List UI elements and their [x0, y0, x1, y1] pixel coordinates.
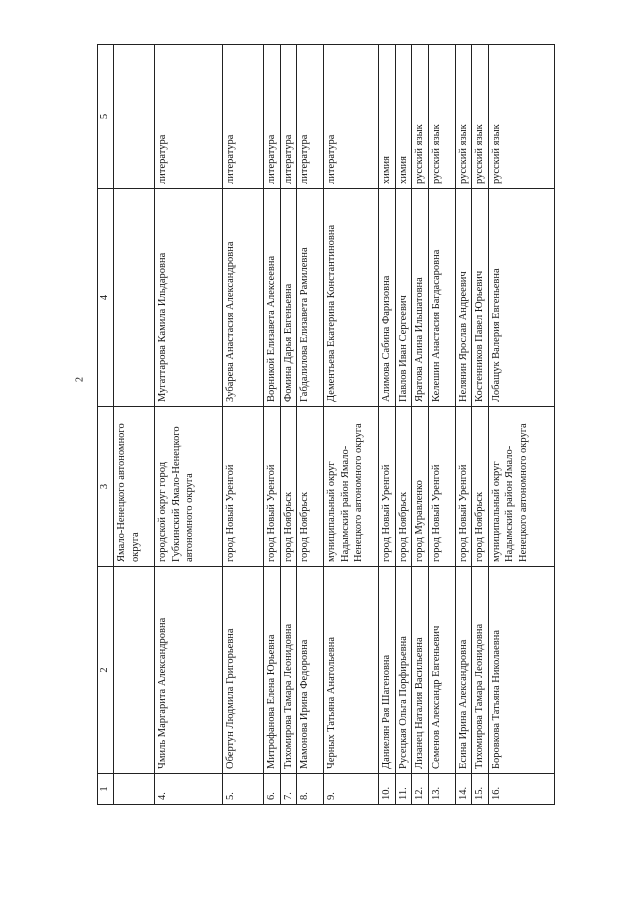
- row-number-cell: 12.: [412, 774, 429, 805]
- student-name-cell: [114, 189, 155, 407]
- teacher-name-cell: Черных Татьяна Анатольевна: [324, 567, 379, 774]
- table-row: [455, 45, 472, 805]
- row-number-cell: 6.: [264, 774, 281, 805]
- teacher-name-cell: Обертун Людмила Григорьевна: [223, 567, 264, 774]
- subject-cell: русский язык: [455, 45, 472, 189]
- column-number-row: [98, 45, 114, 805]
- row-number-cell: 16.: [488, 774, 554, 805]
- table-row: [324, 45, 379, 805]
- student-name-cell: Яратова Алина Ильшатовна: [412, 189, 429, 407]
- student-name-cell: Лобащук Валерия Евгеньевна: [488, 189, 554, 407]
- student-name-cell: Нелянин Ярослав Андреевич: [455, 189, 472, 407]
- table-row: [280, 45, 297, 805]
- row-number-cell: 11.: [395, 774, 412, 805]
- student-name-cell: Ворникой Елизавета Алексеевна: [264, 189, 281, 407]
- column-number-3: 3: [98, 407, 114, 567]
- row-number-cell: 4.: [155, 774, 223, 805]
- subject-cell: химия: [379, 45, 396, 189]
- column-number-2: 2: [98, 567, 114, 774]
- table-row: [472, 45, 489, 805]
- column-number-5: 5: [98, 45, 114, 189]
- territory-cell: город Новый Уренгой: [455, 407, 472, 567]
- row-number-cell: 9.: [324, 774, 379, 805]
- results-table: [97, 44, 555, 805]
- table-row: [379, 45, 396, 805]
- student-name-cell: Фомина Дарья Евгеньевна: [280, 189, 297, 407]
- teacher-name-cell: Семенов Александр Евгеньевич: [428, 567, 455, 774]
- table-row: [155, 45, 223, 805]
- student-name-cell: Костенников Павел Юрьевич: [472, 189, 489, 407]
- subject-cell: русский язык: [428, 45, 455, 189]
- row-number-cell: 7.: [280, 774, 297, 805]
- student-name-cell: Павлов Иван Сергеевич: [395, 189, 412, 407]
- territory-cell: город Ноябрьск: [297, 407, 324, 567]
- territory-cell: город Ноябрьск: [472, 407, 489, 567]
- subject-cell: [114, 45, 155, 189]
- table-row: [264, 45, 281, 805]
- territory-cell: городской округ город Губкинский Ямало-Ненецкого автономного округа: [155, 407, 223, 567]
- row-number-cell: 5.: [223, 774, 264, 805]
- row-number-cell: [114, 774, 155, 805]
- table-row: [412, 45, 429, 805]
- student-name-cell: Зубарева Анастасия Александровна: [223, 189, 264, 407]
- subject-cell: литература: [297, 45, 324, 189]
- subject-cell: химия: [395, 45, 412, 189]
- subject-cell: русский язык: [412, 45, 429, 189]
- territory-cell: город Новый Уренгой: [379, 407, 396, 567]
- student-name-cell: Мугаттарова Камила Ильдаровна: [155, 189, 223, 407]
- teacher-name-cell: Боровкова Татьяна Николаевна: [488, 567, 554, 774]
- row-number-cell: 8.: [297, 774, 324, 805]
- teacher-name-cell: Тихомирова Тамара Леонидовна: [280, 567, 297, 774]
- territory-cell: муниципальный округ Надымский район Ямало-Ненецкого автономного округа: [324, 407, 379, 567]
- subject-cell: литература: [280, 45, 297, 189]
- student-name-cell: Габдалилова Елизавета Рамилевна: [297, 189, 324, 407]
- student-name-cell: Келешин Анастасия Багдасаровна: [428, 189, 455, 407]
- territory-cell: город Новый Уренгой: [264, 407, 281, 567]
- teacher-name-cell: Тихомирова Тамара Леонидовна: [472, 567, 489, 774]
- table-row: [488, 45, 554, 805]
- teacher-name-cell: Даниелян Рая Шагеновна: [379, 567, 396, 774]
- page-number: 2: [74, 377, 86, 382]
- teacher-name-cell: Есина Ирина Александровна: [455, 567, 472, 774]
- subject-cell: литература: [223, 45, 264, 189]
- subject-cell: русский язык: [472, 45, 489, 189]
- teacher-name-cell: Чмиль Маргарита Александровна: [155, 567, 223, 774]
- row-number-cell: 10.: [379, 774, 396, 805]
- row-number-cell: 15.: [472, 774, 489, 805]
- territory-cell: город Ноябрьск: [395, 407, 412, 567]
- row-number-cell: 13.: [428, 774, 455, 805]
- table-row: [428, 45, 455, 805]
- table-row: [395, 45, 412, 805]
- rotated-table-container: [97, 45, 527, 805]
- subject-cell: литература: [155, 45, 223, 189]
- subject-cell: русский язык: [488, 45, 554, 189]
- territory-cell: город Новый Уренгой: [428, 407, 455, 567]
- student-name-cell: Дементьева Екатерина Константиновна: [324, 189, 379, 407]
- column-number-4: 4: [98, 189, 114, 407]
- territory-cell: город Ноябрьск: [280, 407, 297, 567]
- territory-cell: город Новый Уренгой: [223, 407, 264, 567]
- subject-cell: литература: [324, 45, 379, 189]
- table-row: [114, 45, 155, 805]
- student-name-cell: Алимова Сабина Фаризовна: [379, 189, 396, 407]
- territory-cell: город Муравленко: [412, 407, 429, 567]
- row-number-cell: 14.: [455, 774, 472, 805]
- table-row: [223, 45, 264, 805]
- teacher-name-cell: Митрофанова Елена Юрьевна: [264, 567, 281, 774]
- teacher-name-cell: Мамонова Ирина Федоровна: [297, 567, 324, 774]
- column-number-1: 1: [98, 774, 114, 805]
- subject-cell: литература: [264, 45, 281, 189]
- territory-cell: муниципальный округ Надымский район Ямало-Ненецкого автономного округа: [488, 407, 554, 567]
- teacher-name-cell: Русецкая Ольга Порфирьевна: [395, 567, 412, 774]
- table-row: [297, 45, 324, 805]
- teacher-name-cell: [114, 567, 155, 774]
- teacher-name-cell: Лизанец Наталия Васильевна: [412, 567, 429, 774]
- territory-cell: Ямало-Ненецкого автономного округа: [114, 407, 155, 567]
